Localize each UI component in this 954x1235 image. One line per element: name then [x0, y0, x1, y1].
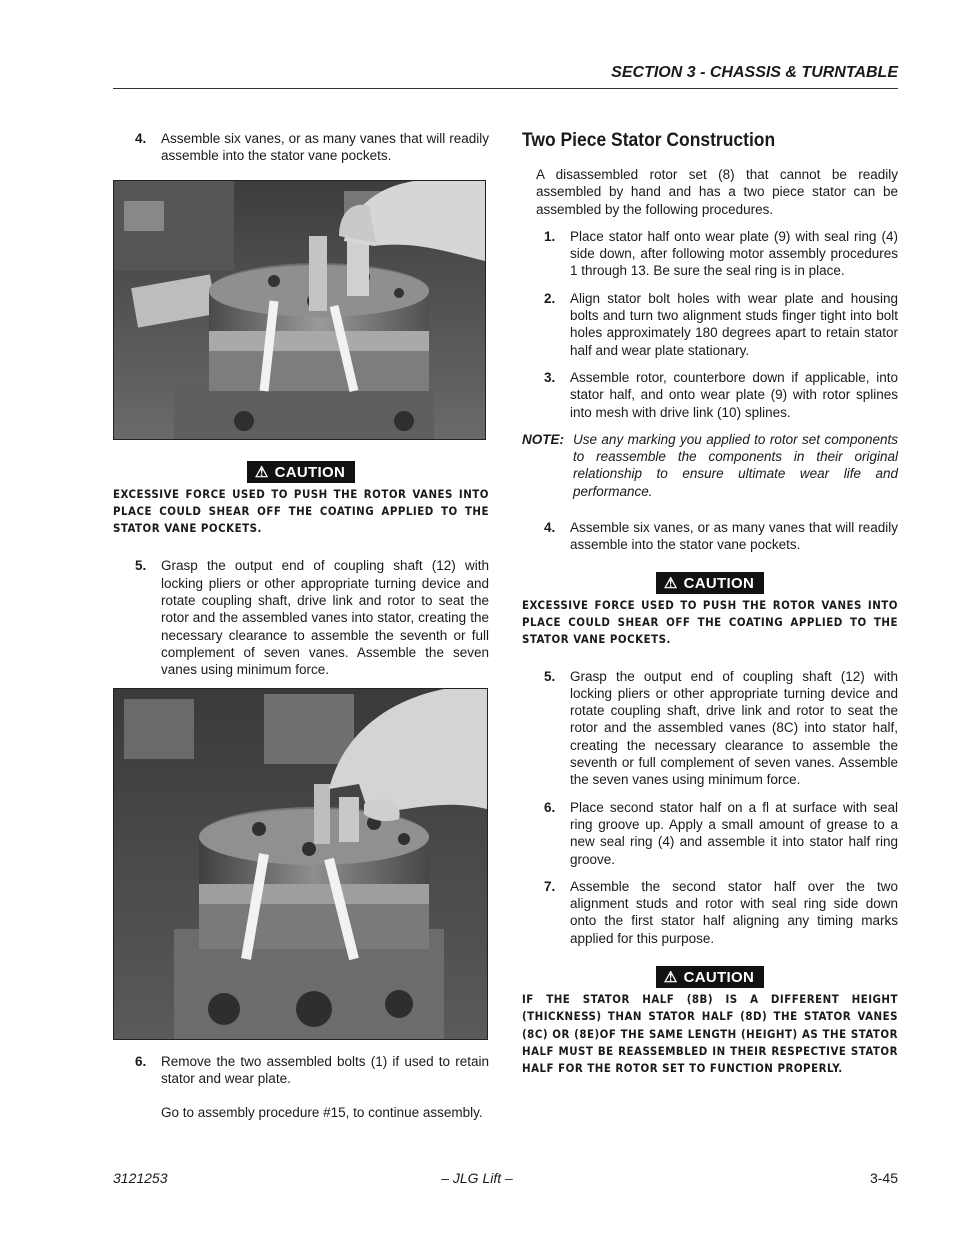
- step-1: [522, 228, 898, 280]
- step-text: Align stator bolt holes with wear plate and housing bolts and turn two alignment studs finger tight into bolt holes approximately 180 degrees apart to retain stator half and wear plate stationary.: [570, 290, 898, 358]
- step-number: 1.: [544, 228, 556, 244]
- note: [522, 431, 898, 500]
- note-text: Use any marking you applied to rotor set components to reassemble the components in their original relationship to ensure ultimate wear life and performance.: [573, 431, 898, 499]
- right-column: [522, 130, 898, 1077]
- caution-text-3: IF THE STATOR HALF (8B) IS A DIFFERENT HEIGHT (THICKNESS) THAN STATOR HALF (8D) THE STATOR VANES (8C) OR (8E)OF THE SAME LENGTH (HEIGHT) AS THE STATOR HALF MUST BE REASSEMBLED IN THEIR RESPECTIVE STATOR HALF FOR THE ROTOR SET TO FUNCTION PROPERLY.: [522, 991, 898, 1076]
- footer-doc-number: 3121253: [113, 1170, 168, 1186]
- step-number: 4.: [135, 131, 147, 146]
- step-3: [522, 369, 898, 421]
- caution-label: CAUTION: [683, 574, 755, 592]
- photo-seventh-vane: [113, 688, 488, 1040]
- step-5-right: [522, 668, 898, 789]
- step-number: 6.: [544, 799, 556, 815]
- step-text: Assemble rotor, counterbore down if applicable, into stator half, and onto wear plate (9) with rotor splines into mesh with drive link (10) splines.: [570, 369, 898, 420]
- caution-badge: [247, 461, 355, 483]
- step-text: Assemble six vanes, or as many vanes that will readily assemble into the stator vane pockets.: [161, 131, 489, 164]
- photo-vanes-image: [114, 181, 485, 439]
- caution-banner-3: [522, 966, 898, 988]
- header-rule: [113, 88, 898, 89]
- step-2: [522, 290, 898, 359]
- step-number: 5.: [135, 558, 147, 574]
- step-5: [113, 557, 489, 678]
- caution-badge: [656, 572, 764, 594]
- step-text: Grasp the output end of coupling shaft (12) with locking pliers or other appropriate turning device and rotate coupling shaft, drive link and rotor to seat the rotor and the assembled vanes (8C) into stator half, creating the necessary clearance to assemble the seventh or full complement of seven vanes. Assemble the seven vanes using minimum force.: [570, 668, 898, 788]
- note-label: NOTE:: [522, 431, 564, 447]
- step-text: Place stator half onto wear plate (9) with seal ring (4) side down, after following motor assembly procedures 1 through 13. Be sure the seal ring is in place.: [570, 228, 898, 279]
- step-number: 5.: [544, 668, 556, 684]
- step-number: 7.: [544, 878, 556, 894]
- caution-text-2: EXCESSIVE FORCE USED TO PUSH THE ROTOR VANES INTO PLACE COULD SHEAR OFF THE COATING APPLIED TO THE STATOR VANE POCKETS.: [522, 597, 898, 647]
- step-text: Place second stator half on a fl at surface with seal ring groove up. Apply a small amount of grease to a new seal ring (4) and assemble it into stator half ring groove.: [570, 799, 898, 867]
- caution-banner-2: [522, 572, 898, 594]
- goto-instruction: [113, 1104, 489, 1121]
- warning-triangle-icon: ⚠: [254, 463, 269, 481]
- left-column: [113, 130, 489, 1121]
- step-4-right: [522, 519, 898, 554]
- section-heading: Two Piece Stator Construction: [522, 130, 776, 151]
- step-7-right: [522, 878, 898, 947]
- caution-badge: [656, 966, 764, 988]
- caution-label: CAUTION: [274, 463, 346, 481]
- footer-page-number: 3-45: [869, 1170, 898, 1186]
- caution-text-1: EXCESSIVE FORCE USED TO PUSH THE ROTOR VANES INTO PLACE COULD SHEAR OFF THE COATING APPLIED TO THE STATOR VANE POCKETS.: [113, 486, 489, 536]
- section-title: SECTION 3 - CHASSIS & TURNTABLE: [611, 64, 898, 81]
- photo-seventh-vane-image: [114, 689, 487, 1039]
- step-6-right: [522, 799, 898, 868]
- step-text: Grasp the output end of coupling shaft (12) with locking pliers or other appropriate turning device and rotate coupling shaft, drive link and rotor to seat the rotor and the assembled vanes into stator, creating the necessary clearance to assemble the seventh or full complement of seven vanes. Assemble the seven vanes using minimum force.: [161, 558, 489, 678]
- step-text: Assemble six vanes, or as many vanes that will readily assemble into the stator vane pockets.: [570, 520, 898, 553]
- step-6: [113, 1053, 489, 1088]
- step-number: 2.: [544, 290, 556, 306]
- caution-label: CAUTION: [683, 968, 755, 986]
- step-number: 3.: [544, 369, 556, 385]
- footer-publisher: – JLG Lift –: [441, 1170, 513, 1186]
- goto-text: Go to assembly procedure #15, to continue assembly.: [161, 1105, 483, 1121]
- step-number: 6.: [135, 1053, 147, 1069]
- step-text: Remove the two assembled bolts (1) if used to retain stator and wear plate.: [161, 1053, 489, 1086]
- caution-banner-1: [113, 461, 489, 483]
- intro-paragraph: A disassembled rotor set (8) that cannot be readily assembled by hand and has a two piece stator can be assembled by the following procedures.: [536, 167, 898, 217]
- step-text: Assemble the second stator half over the two alignment studs and rotor with seal ring side down onto the first stator half aligning any timing marks applied for this purpose.: [570, 878, 898, 946]
- warning-triangle-icon: ⚠: [663, 574, 678, 592]
- step-4: [113, 130, 489, 165]
- step-number: 4.: [544, 520, 556, 536]
- photo-vanes-assembly: [113, 180, 486, 440]
- warning-triangle-icon: ⚠: [663, 968, 678, 986]
